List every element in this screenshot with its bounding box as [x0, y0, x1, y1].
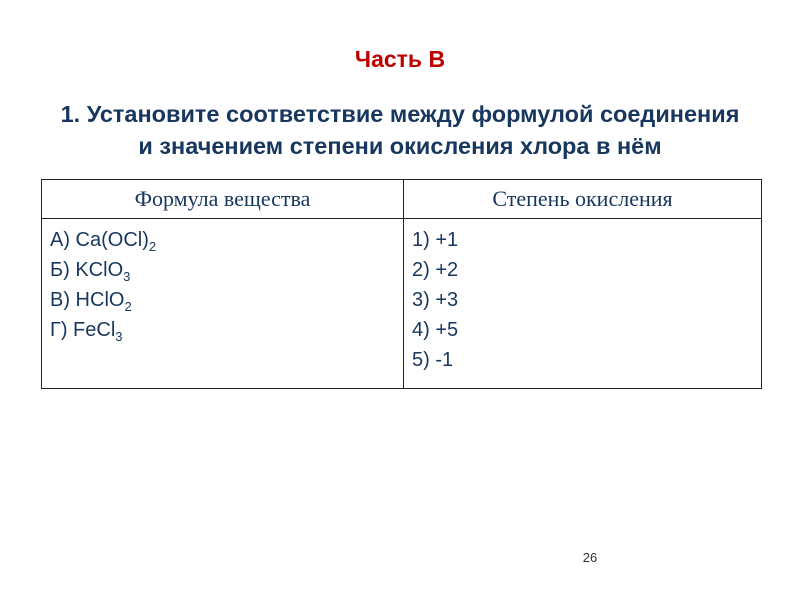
formula-item-b: Б) KClO$_3$ [50, 259, 131, 284]
formula-item-a: А) $Ca(OCl)_2$ [50, 229, 157, 254]
task-question [0, 98, 800, 162]
part-title: Часть В [354, 46, 446, 72]
table-body-row [42, 219, 762, 389]
oxidation-item-1: 1) +1 [412, 229, 459, 251]
oxidation-item-2: 2) +2 [412, 259, 459, 281]
table-header-row [42, 180, 762, 219]
formula-item-v: В) HClO$_2$ [50, 289, 132, 314]
matching-table [41, 179, 762, 389]
oxidation-item-5: 5) -1 [412, 349, 454, 371]
header-formula: Формула вещества [42, 180, 404, 219]
oxidation-item-4: 4) +5 [412, 319, 459, 341]
formula-item-g: Г) FeCl$_3$ [50, 319, 123, 344]
task-line-1: 1. Установите соответствие между формулой соединения [60, 101, 740, 127]
header-oxidation-state: Степень окисления [404, 180, 762, 219]
task-line-2: и значением степени окисления хлора в нём [138, 133, 662, 159]
oxidation-item-3: 3) +3 [412, 289, 459, 311]
page-number: 26 [582, 550, 598, 565]
oxidation-states-cell [404, 219, 762, 389]
formulas-cell [42, 219, 404, 389]
